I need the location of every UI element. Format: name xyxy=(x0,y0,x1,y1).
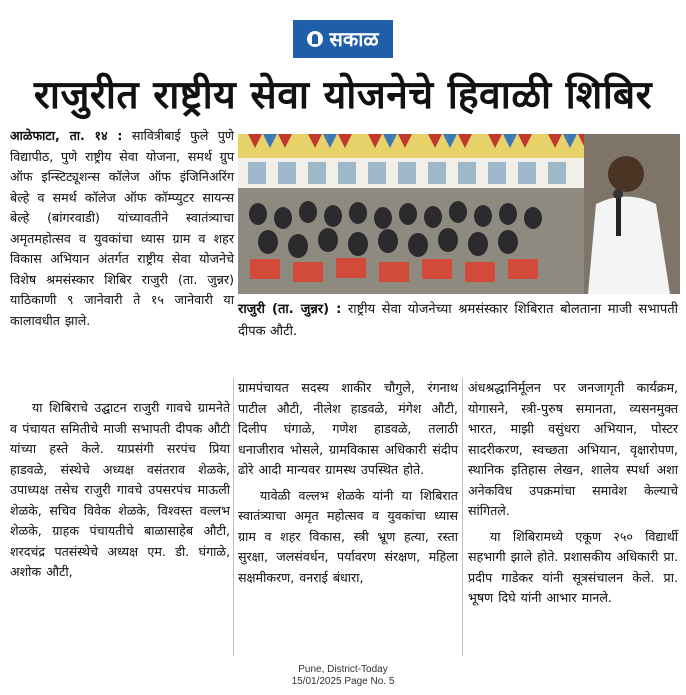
article-column-2 xyxy=(238,378,458,593)
circle-emblem-icon xyxy=(307,31,323,47)
article-headline: राजुरीत राष्ट्रीय सेवा योजनेचे हिवाळी शिबिर xyxy=(33,73,653,118)
lead-paragraph xyxy=(10,126,234,331)
footer-edition: Pune, District-Today xyxy=(298,664,388,675)
event-photo-illustration xyxy=(238,134,680,294)
caption-text: राष्ट्रीय सेवा योजनेच्या श्रमसंस्कार शिबिरात बोलताना माजी सभापती दीपक औटी. xyxy=(238,302,678,339)
paragraph-activities: यावेळी वल्लभ शेळके यांनी या शिबिरात स्वातंत्र्याचा अमृत महोत्सव व युवकांचा ध्यास ग्राम व शहर विकास, स्त्री भ्रूण हत्या, रस्ता सुरक्षा, जलसंवर्धन, पर्यावरण संरक्षण, महिला सक्षमीकरण, वनराई बंधारा, xyxy=(238,487,458,585)
paragraph-participation: या शिबिरामध्ये एकूण २५० विद्यार्थी सहभागी झाले होते. प्रशासकीय अधिकारी प्रा. प्रदीप गाडेकर यांनी सूत्रसंचालन केले. प्रा. भूषण दिघे यांनी आभार मानले. xyxy=(468,528,678,605)
event-photo xyxy=(238,134,680,294)
paragraph-attendees: ग्रामपंचायत सदस्य शाकीर चौगुले, रंगनाथ पाटील औटी, नीलेश हाडवळे, मंगेश औटी, दिलीप घंगाळे, गणेश हाडवळे, तलाठी धनाजीराव भोसले, ग्रामविकास अधिकारी संदीप ढोरे आदी मान्यवर ग्रामस्थ उपस्थित होते. xyxy=(238,380,458,477)
article-column-1-top xyxy=(10,126,234,336)
paragraph-inauguration: या शिबिराचे उद्घाटन राजुरी गावचे ग्रामनेते व पंचायत समितीचे माजी सभापती दीपक औटी यांच्या हस्ते केले. याप्रसंगी सरपंच प्रिया हाडवळे, संस्थेचे अध्यक्ष वसंतराव शेळके, उपाध्यक्ष तसेच राजुरी गावचे उपसरपंच माऊली शेळके, सचिव विवेक शेळके, विश्वस्त वल्लभ शेळके, ग्राहक पंचायतीचे बाळासाहेब औटी, शरदचंद्र पतसंस्थेचे अध्यक्ष एम. डी. घंगाळे, अशोक औटी, xyxy=(10,400,230,579)
lead-text: सावित्रीबाई फुले पुणे विद्यापीठ, पुणे राष्ट्रीय सेवा योजना, समर्थ ग्रुप ऑफ इन्स्टिट्यूशन्स कॉलेज ऑफ इंजिनिअरिंग बेल्हे व समर्थ कॉलेज ऑफ कॉम्प्युटर सायन्स बेल्हे (बांगरवाडी) यांच्यावतीने स्वातंत्र्याचा अमृतमहोत्सव व युवकांचा ध्यास ग्राम व शहर विकास अभियान अंतर्गत राष्ट्रीय सेवा योजनेचे विशेष श्रमसंस्कार शिबिर राजुरी (ता. जुन्नर) याठिकाणी ९ जानेवारी ते १५ जानेवारी या कालावधीत झाले. xyxy=(10,128,234,328)
column-divider xyxy=(233,378,234,656)
article-column-3 xyxy=(468,378,678,614)
newspaper-masthead xyxy=(293,20,393,58)
caption-place: राजुरी (ता. जुन्नर) : xyxy=(238,302,342,317)
dateline: आळेफाटा, ता. १४ : xyxy=(10,128,123,143)
paragraph-activities-continued: अंधश्रद्धानिर्मूलन पर जनजागृती कार्यक्रम, योगासने, स्त्री-पुरुष समानता, व्यसनमुक्त भारत, माझी वसुंधरा अभियान, पोस्टर सादरीकरण, स्वच्छता अभियान, वृक्षारोपण, स्थानिक इतिहास लेखन, शालेय स्पर्धा अशा अनेकविध उपक्रमांचा समावेश केल्याचे सांगितले. xyxy=(468,380,678,518)
footer-date-page: 15/01/2025 Page No. 5 xyxy=(291,676,395,687)
page-footer xyxy=(243,664,443,688)
column-divider xyxy=(462,378,463,656)
photo-caption xyxy=(238,299,678,343)
masthead-logo-text: सकाळ xyxy=(329,27,379,51)
article-column-1-bottom xyxy=(10,398,230,588)
